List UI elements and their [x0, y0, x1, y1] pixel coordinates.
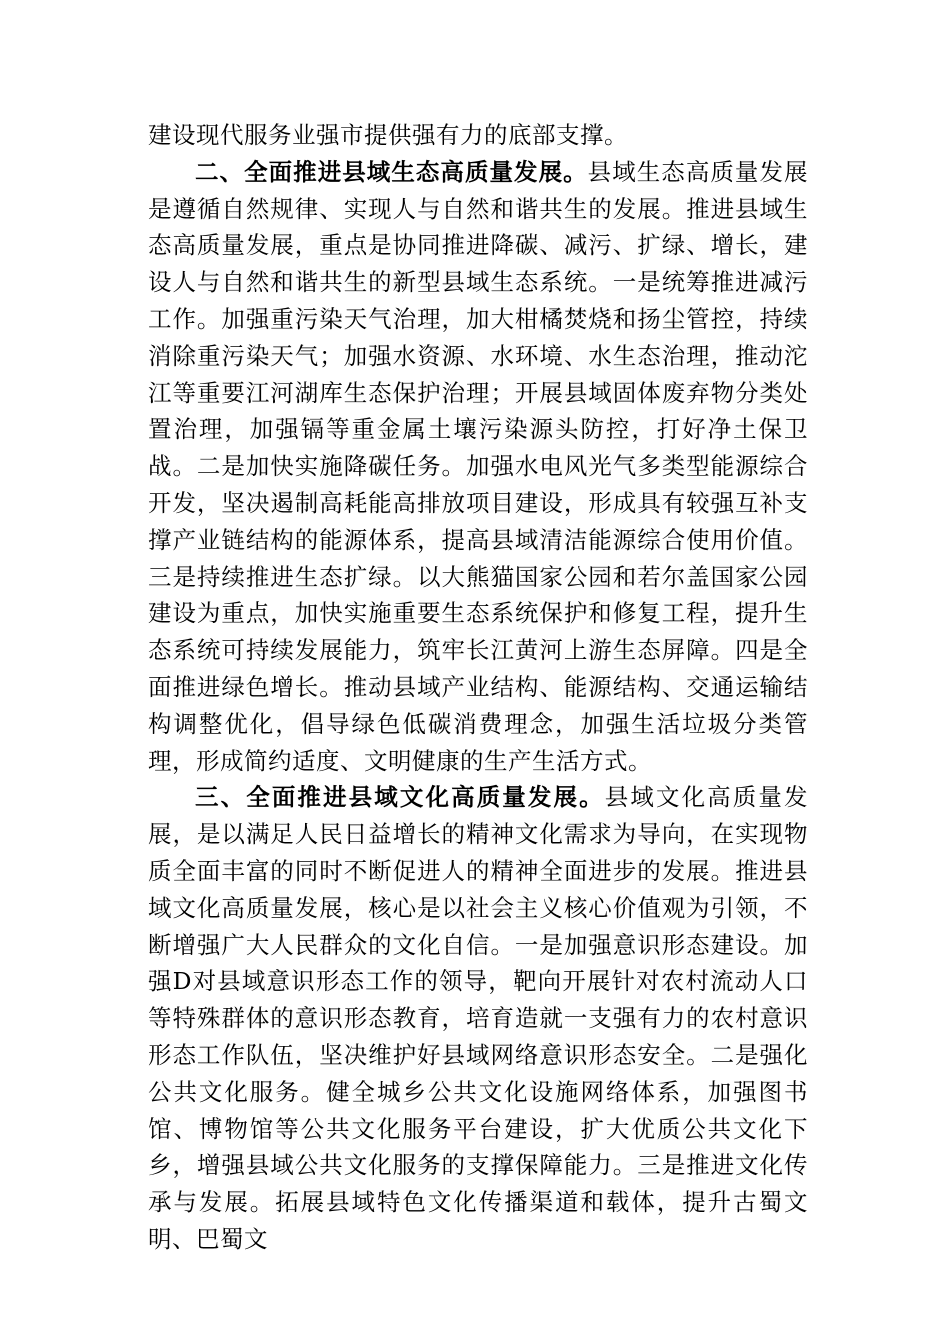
document-body: [148, 117, 808, 1258]
section-heading-ecology: 二、全面推进县域生态高质量发展。: [195, 157, 588, 186]
paragraph-body-text: 建设现代服务业强市提供强有力的底部支撑。: [148, 121, 628, 149]
section-heading-culture: 三、全面推进县域文化高质量发展。: [195, 783, 605, 812]
paragraph-section-ecology: [148, 154, 808, 780]
paragraph-body-text: 县域生态高质量发展是遵循自然规律、实现人与自然和谐共生的发展。推进县域生态高质量发展，重点是协同推进降碳、减污、扩绿、增长，建设人与自然和谐共生的新型县域生态系统。一是统筹推进减污工作。加强重污染天气治理，加大柑橘焚烧和扬尘管控，持续消除重污染天气；加强水资源、水环境、水生态治理，推动沱江等重要江河湖库生态保护治理；开展县域固体废弃物分类处置治理，加强镉等重金属土壤污染源头防控，打好净土保卫战。二是加快实施降碳任务。加强水电风光气多类型能源综合开发，坚决遏制高耗能高排放项目建设，形成具有较强互补支撑产业链结构的能源体系，提高县域清洁能源综合使用价值。三是持续推进生态扩绿。以大熊猫国家公园和若尔盖国家公园建设为重点，加快实施重要生态系统保护和修复工程，提升生态系统可持续发展能力，筑牢长江黄河上游生态屏障。四是全面推进绿色增长。推动县域产业结构、能源结构、交通运输结构调整优化，倡导绿色低碳消费理念，加强生活垃圾分类管理，形成简约适度、文明健康的生产生活方式。: [148, 157, 809, 775]
paragraph-section-culture: [148, 779, 808, 1257]
paragraph-continuation: [148, 117, 808, 154]
paragraph-body-text: 县域文化高质量发展，是以满足人民日益增长的精神文化需求为导向，在实现物质全面丰富的同时不断促进人的精神全面进步的发展。推进县域文化高质量发展，核心是以社会主义核心价值观为引领，不断增强广大人民群众的文化自信。一是加强意识形态建设。加强D对县域意识形态工作的领导，靶向开展针对农村流动人口等特殊群体的意识形态教育，培育造就一支强有力的农村意识形态工作队伍，坚决维护好县域网络意识形态安全。二是强化公共文化服务。健全城乡公共文化设施网络体系，加强图书馆、博物馆等公共文化服务平台建设，扩大优质公共文化下乡，增强县域公共文化服务的支撑保障能力。三是推进文化传承与发展。拓展县域特色文化传播渠道和载体，提升古蜀文明、巴蜀文: [148, 783, 809, 1253]
